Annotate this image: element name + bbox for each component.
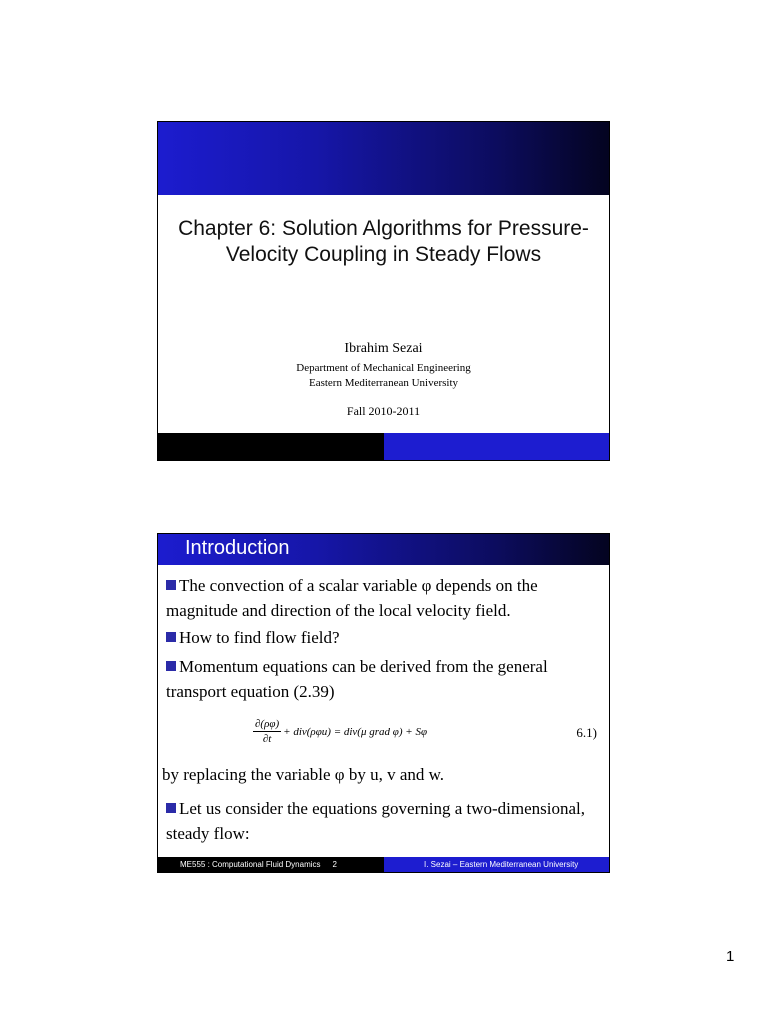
bullet-item: The convection of a scalar variable φ depends on the magnitude and direction of the local velocity field. xyxy=(166,576,538,620)
bullet-square-icon xyxy=(166,803,176,813)
slide-heading: Introduction xyxy=(185,537,290,559)
author-name: Ibrahim Sezai xyxy=(344,341,423,356)
term: Fall 2010-2011 xyxy=(346,404,421,418)
bullet-square-icon xyxy=(166,632,176,642)
slide-title-text: Chapter 6: Solution Algorithms for Pressure-Velocity Coupling in Steady Flows xyxy=(178,217,589,266)
bullet-item: Momentum equations can be derived from the general transport equation (2.39) xyxy=(166,657,548,701)
footer-slide-number: 2 xyxy=(332,860,337,869)
bullet-square-icon xyxy=(166,661,176,671)
page-number: 1 xyxy=(726,948,735,965)
slide-footer xyxy=(158,857,609,872)
equation xyxy=(253,718,427,745)
equation-fraction: $\frac{\partial(\rho\varphi)}{\partial t}$ xyxy=(255,718,280,745)
bullet-square-icon xyxy=(166,580,176,590)
title-bottom-band xyxy=(158,433,609,460)
bullet-item: Let us consider the equations governing a two-dimensional, steady flow: xyxy=(166,799,586,843)
equation-rest: + div(ρφu) = div(μ grad φ) + Sφ xyxy=(283,725,428,738)
slide-title xyxy=(157,121,610,461)
equation-number: 6.1) xyxy=(576,725,597,740)
university: Eastern Mediterranean University xyxy=(308,377,459,389)
footer-course: ME555 : Computational Fluid Dynamics xyxy=(180,860,321,869)
footer-author: I. Sezai – Eastern Mediterranean University xyxy=(424,860,579,869)
byline-text: by replacing the variable φ by u, v and w. xyxy=(162,765,445,784)
bullet-item: How to find flow field? xyxy=(166,625,603,650)
slide-introduction xyxy=(157,533,610,873)
title-top-band xyxy=(158,122,609,195)
department: Department of Mechanical Engineering xyxy=(296,362,471,374)
